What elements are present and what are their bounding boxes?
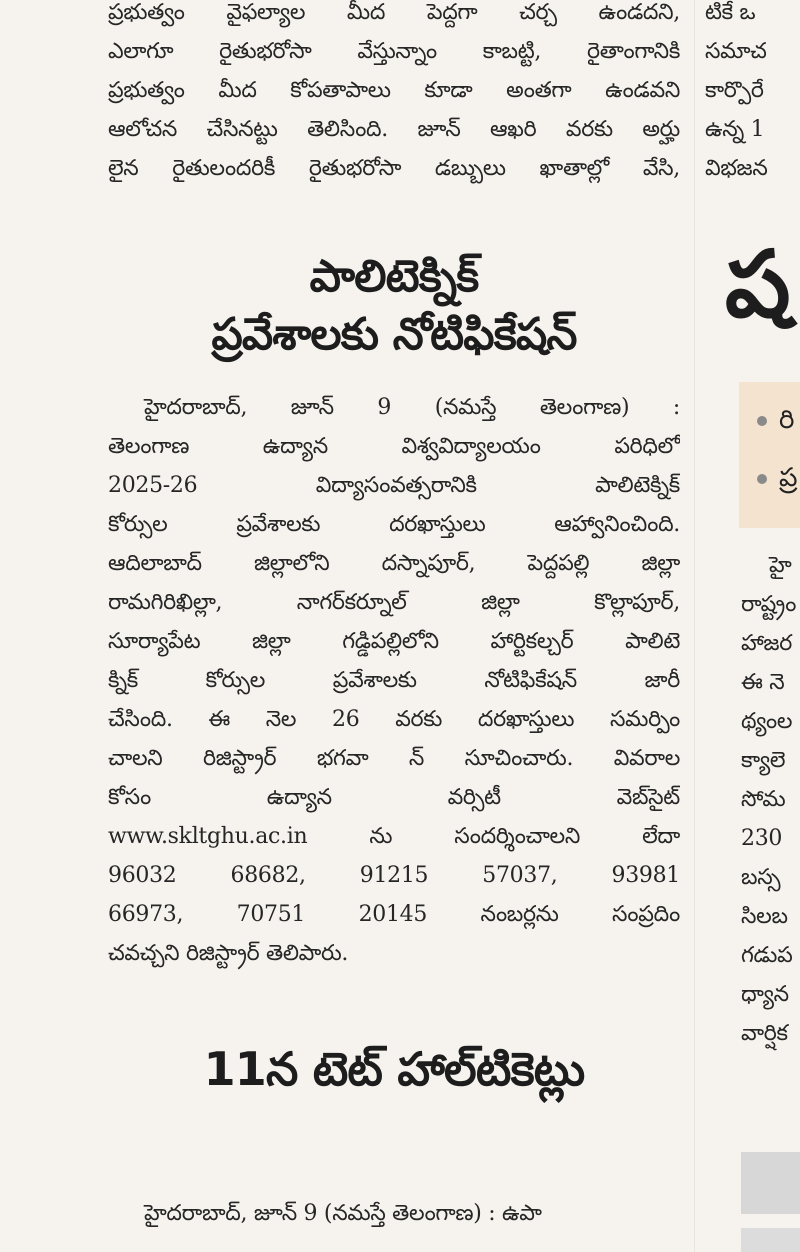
headline-line-1: పాలిటెక్నిక్ [309,251,479,302]
right-article-fragments [741,546,800,1053]
right-headline-fragment: ష [725,231,791,338]
text-fragment: క్యాలె [741,748,786,773]
summary-box [739,382,800,528]
article-line: రామగిరిఖిల్లా, నాగర్‌కర్నూల్ జిల్లా కొల్లాపూర్, [108,590,680,615]
text-fragment: రాష్ట్రం [741,592,797,617]
bullet-text: రి [779,405,795,435]
text-fragment: సమాచ [705,39,767,64]
text-fragment: ఈ నె [741,670,785,695]
website-line: www.skltghu.ac.in ను సందర్శించాలని లేదా [108,824,680,849]
article-line: ప్రభుత్వం వైఫల్యాల మీద పెద్దగా చర్చ ఉండదని, [108,0,680,25]
text-fragment: టికే ఒ [705,0,756,25]
article-line: క్నిక్ కోర్సుల ప్రవేశాలకు నోటిఫికేషన్ జారీ [108,668,680,693]
bullet-text: ప్ర [779,463,798,493]
text-fragment: గడుప [741,943,793,968]
article-line: తెలంగాణ ఉద్యాన విశ్వవిద్యాలయం పరిధిలో [108,434,680,459]
article-line: ఆలోచన చేసినట్టు తెలిసింది. జూన్ ఆఖరి వరకు అర్హు [108,117,680,142]
headline-line-2: ప్రవేశాలకు నోటిఫికేషన్ [211,309,577,360]
text-fragment: సిలబ [741,904,788,929]
article-line: చవచ్చని రిజిస్ట్రార్ తెలిపారు. [108,941,349,966]
text-fragment: ఉన్న 1 [705,117,765,142]
article-line: ఎలాగూ రైతుభరోసా వేస్తున్నాం కాబట్టి, రైతాంగానికి [108,39,680,64]
bullet-item [757,458,798,498]
text-fragment: సోమ [741,787,786,812]
article-line: చాలని రిజిస్ట్రార్ భగవా న్ సూచించారు. వివరాల [108,746,680,771]
text-fragment: హాజర [741,631,792,656]
top-article-continuation [108,0,680,188]
column-divider [694,0,695,1252]
article-line: కోసం ఉద్యాన వర్సిటీ వెబ్‌సైట్ [108,785,680,810]
gray-panel [741,1228,800,1252]
phone-numbers-line: 96032 68682, 91215 57037, 93981 [108,863,680,888]
bullet-icon [757,416,767,426]
tet-headline: 11న టెట్ హాల్‌టికెట్లు [203,1042,585,1096]
text-fragment: కార్పొరే [705,78,764,103]
text-fragment: బస్స [741,865,781,890]
phone-numbers-line: 66973, 70751 20145 నంబర్లను సంప్రదిం [108,902,680,927]
text-fragment: ధ్యాన [741,982,789,1007]
article-dateline: హైదరాబాద్, జూన్ 9 (నమస్తే తెలంగాణ) : ఉపా [144,1201,542,1226]
article-line: చేసింది. ఈ నెల 26 వరకు దరఖాస్తులు సమర్పిం [108,707,680,732]
polytechnic-headline [108,248,680,364]
right-top-fragments [705,0,800,188]
article-line: కోర్సుల ప్రవేశాలకు దరఖాస్తులు ఆహ్వానించింది. [108,512,680,537]
article-line: సూర్యాపేట జిల్లా గడ్డిపల్లిలోని హార్టికల్చర్ పాలిటె [108,629,680,654]
article-line: లైన రైతులందరికీ రైతుభరోసా డబ్బులు ఖాతాల్లో వేసి, [108,156,680,181]
text-fragment: 230 [741,826,783,851]
article-line: ప్రభుత్వం మీద కోపతాపాలు కూడా అంతగా ఉండవని [108,78,680,103]
left-column [108,0,680,1252]
bullet-icon [757,474,767,484]
text-fragment: హై [769,553,792,578]
polytechnic-article-body [108,388,680,973]
bullet-item [757,400,794,440]
right-column [705,0,800,1252]
article-line: ఆదిలాబాద్ జిల్లాలోని దస్నాపూర్, పెద్దపల్లి జిల్లా [108,551,680,576]
gray-panel [741,1152,800,1214]
article-dateline: హైదరాబాద్, జూన్ 9 (నమస్తే తెలంగాణ) : [144,395,680,420]
tet-article-body [108,1194,680,1233]
article-line: 2025-26 విద్యాసంవత్సరానికి పాలిటెక్నిక్ [108,473,680,498]
text-fragment: విభజన [705,156,768,181]
text-fragment: థ్యంల [741,709,793,734]
text-fragment: వార్షిక [741,1021,788,1046]
